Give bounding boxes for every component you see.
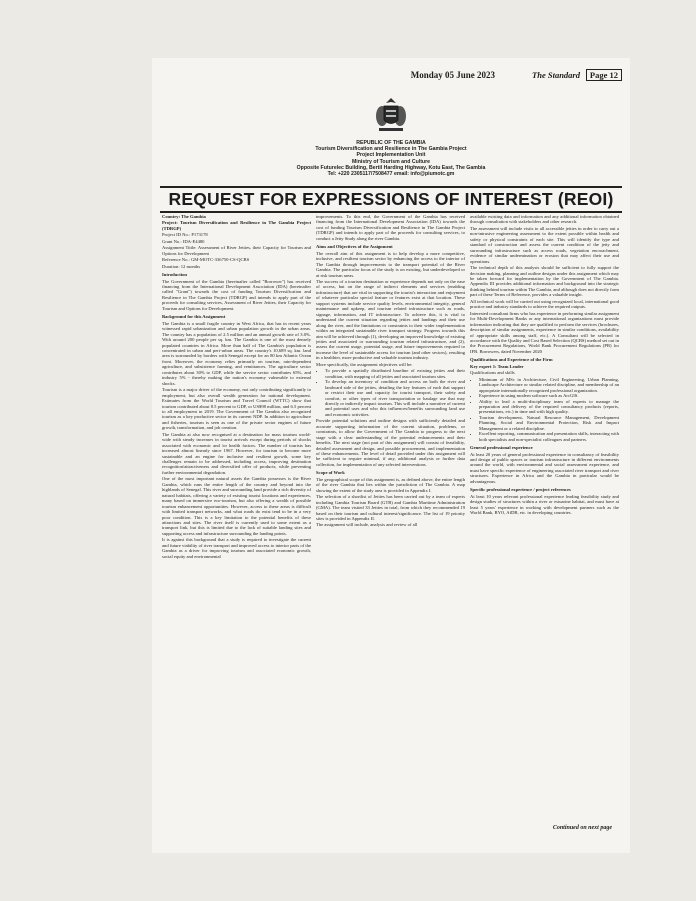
issuer-header-line: Opposite Futurelec Building, Bertil Harding Highway, Kotu East, The Gambia (296, 164, 486, 171)
paragraph: available existing data and information and any additional information obtained through consultation with stakeholders and other research. (470, 214, 619, 225)
paragraph: The Gambia is a small fragile country in West Africa, that has in recent years witnessed rapid urbanization and urban population growth in the urban areas. The country has a population of 2.5 million and an annual growth rate of 3.0%. With around 200 people per sq. km. The Gambia is one of the most densely populated countries in Africa. More than half of The Gambia's population is concentrated in urban and peri-urban areas. The country's 10,689 sq. km. land area is surrounded by borders with Senegal except for an 80 km Atlantic Ocean front. Moreover, the economy relies primarily on tourism, rain-dependent agriculture, and subsistence farming, and remittances. The agriculture sector contributes about 30% to GDP, while the service sector contributes 65%, and industry 5% - thereby making the nation's economy vulnerable to external shocks. (162, 320, 311, 386)
paragraph: One of the most important natural assets the Gambia possesses is the River Gambia, which runs the entire length of the country and beyond into the highlands of Senegal. This river and surrounding land provide a rich diversity of natural habitats, offering a variety of existing tourist locations and experiences, many based on immersive eco-tourism, but also offering a wealth of possible tourism enhancement opportunities. However, access to these areas is difficult with limited transport networks, and what roads do exist tend to be in a very poor condition. This is a key limitation to the potential benefits of these attractions and sites. The river itself is currently used to some extent as a transport link, but this is limited due to the lack of suitable landing sites and supporting access and infrastructure surrounding the landing points. (162, 476, 311, 536)
paragraph: Key expert 1: Team Leader (470, 363, 524, 369)
paragraph: The overall aim of this assignment is to help develop a more competitive, inclusive, and resilient tourism sector by enhancing the access to the interior of The Gambia through improvements to the transport potential of the River Gambia. The particular focus of the study is on existing, but underdeveloped or at risk tourism areas. (316, 250, 465, 278)
list-item: • Excellent reporting, communication and presentation skills, interacting with both specialists and non-specialist colleagues and partners. (479, 431, 619, 442)
paragraph: The selection of a shortlist of Jetties has been carried out by a team of experts including Gambia Tourism Board (GTB) and Gambia Maritime Administration (GMA). The team visited 33 Jetties in total, from which they recommended 19 based on their tourism and cultural interest/significance. The list of 19 priority sites is provided in Appendix II. (316, 494, 465, 522)
paragraph: The assessment will include visits to all accessible jetties in order to carry out a non-intrusive engineering assessment to the extent possible within health and safety or physical constraints of each site. This will identify the type and standard of construction and assess the current condition of the jetty and surrounding infrastructure such as access roads, vegetation encroachment, evidence of similar undermination or erosion that may affect their use and operations. (470, 225, 619, 264)
paragraph: The assignment will include, analysis and review of all (316, 522, 418, 528)
paragraph: The Government of the Gambia (hereinafter called "Borrower") has received financing from the International Development Association (IDA) (hereinafter called "Grant") towards the cost of funding Tourism Diversification and Resilience in The Gambia Project (TDRGP) and intends to apply part of the proceeds for consulting services, Assessment of River Jetties, their Capacity for Tourism and Options for Development. (162, 278, 311, 311)
paragraph: At least 20 years of general professional experience in consultancy of feasibility and design of public spaces or tourism infrastructure in different environments around the world, with environmental and social assessment experience, and must have specific experience of engineering associated river transport and river structures. Experience in Africa and the Gambia in particular would be advantageous. (470, 451, 619, 484)
paragraph: Provide potential solutions and outline designs with sufficiently detailed and accurate supporting information of the current situation, problems, or constraints, to allow the Government of The Gambia to progress to the next stage with a clear understanding of the potential enhancements and their benefits. The next stage (not part of this assignment) will consist of feasibility, detailed assessment and design, and possible procurement, and implementation of these enhancements. The level of detail provided under this assignment will be sufficient to require minimal, if any, additional analysis or further data collection, for implementation of any selected interventions. (316, 418, 465, 467)
paragraph: The success of a tourism destination or experience depends not only on the ease of access, but on the range of indirect elements and services (enabling infrastructure) that are vital in supporting the tourist's interaction and enjoyment of whatever particular special feature or features exist at that location. These support systems include service quality levels, environmental integrity, general maintenance and upkeep, and tourism related infrastructure such as roads, signage, information, and IT infrastructure. To achieve this, it is vital to understand the current situation regarding jetties and landings and their use along the river, and the limitations or constraints to their wider implementation within an integrated sustainable river transport strategy. Progress towards this aim will be achieved through (1), developing an improved knowledge of existing jetties and associated or surrounding tourism related infrastructure, and (2), assess the current usage, potential usage, and future improvements required to increase the level of sustainable access for tourism (and other sectors), resulting in a healthier, more productive and valuable tourism industry. (316, 278, 465, 361)
notice-title: REQUEST FOR EXPRESSIONS OF INTEREST (REOI) (160, 186, 622, 213)
list-item: • Tourism development, Natural Resource Management, Development Planning, Social and Environmental Protection, Risk and Impact Management or a related discipline. (479, 415, 619, 431)
newspaper-page (152, 58, 630, 853)
paragraph: More specifically, the assignment objectives will be: (316, 361, 413, 367)
paragraph: The geographical scope of this assignment is, as defined above, the entire length of the river Gambia that lies within the jurisdiction of The Gambia. A map showing the extent of the study area is provided in Appendix I. (316, 476, 465, 493)
paragraph: Project ID No.: P173178 (162, 232, 208, 238)
paragraph: Tourism is a major driver of the economy, not only contributing significantly to employment, but also overall wealth generation for national development. Estimates from the World Tourism and Travel Council (WTTC) show that tourism contributed about 8.5 percent to GDP, or US$98 million, and 6.5 percent to all employment in 2019. The Government of The Gambia also recognized tourism as a key productive sector in its current NDP. In addition to agriculture and fisheries, tourism is seen as one of the private sector engines of future growth, transformation, and job creation. (162, 387, 311, 431)
paragraph: Reference No.: GM-MOTC-336750-CS-QCBS (162, 257, 250, 263)
section-heading: Introduction (162, 272, 187, 278)
list-item: • Minimum of MSc in Architecture, Civil Engineering, Urban Planning, Landscape Architecture or similar related discipline, and membership of an appropriate internationally recognized professional organization. (479, 377, 619, 393)
section-heading: General professional experience (470, 445, 533, 451)
section-heading: Aims and Objectives of the Assignment (316, 244, 393, 250)
column-1 (162, 214, 311, 560)
issuer-header-line: Tel: +220 2305117/7508477 email: info@piumotc.gm (327, 171, 455, 178)
list-item: • Ability to lead a multi-disciplinary team of experts to manage the preparation and delivery of the required consultancy products (reports, presentations, etc.) in time and with high quality. (479, 399, 619, 415)
paragraph: All technical work will be carried out using recognized local, international good practice and industry standards to achieve the required outputs. (470, 298, 619, 310)
bullet-list (316, 368, 465, 417)
paragraph: It is against this background that a study is required to investigate the current and future viability of river transport and improved access to interior parts of the Gambia as a driver for improving tourism and associated economic growth, social equity and environmental (162, 537, 311, 559)
issuer-header-line: Tourism Diversification and Resilience in The Gambia Project (315, 146, 467, 153)
section-heading: Specific professional experience / project references (470, 487, 571, 493)
issuer-header-line: Ministry of Tourism and Culture (351, 158, 430, 165)
continued-note: Continued on next page (552, 825, 612, 831)
paragraph: At least 10 years relevant professional experience leading feasibility study and design studies of structures within a river or estuarine habitat, and must have at least 5 years' experience in working with development partners such as the World Bank, BYO, AfDB, etc. in developing countries. (470, 493, 619, 516)
issuer-header (152, 140, 630, 177)
paragraph: improvements. To this end, the Government of the Gambia has received financing from the International Development Association (IDA) towards the cost of funding Tourism Diversification and Resilience in The Gambia Project (TDRGP) and intends to apply part of the proceeds for consulting services, to conduct a Jetty Study along the river Gambia. (316, 214, 465, 241)
bullet-list (470, 377, 619, 442)
masthead-date: Monday 05 June 2023 (410, 70, 495, 80)
paragraph: Interested consultant firms who has experience in performing similar assignment for Multi-Development Banks or any international organizations must provide information indicating that they are qualified to perform the services (brochures, description of similar assignments, experience in similar conditions, availability of appropriate skills among staff, etc.). A Consultant will be selected in accordance with the Quality and Cost Based Selection (QCBS) method set out in the Procurement Regulations, World Bank Procurement Regulations (PR) for IFB. Borrowers, dated November 2020 (470, 310, 619, 354)
section-heading: Background for this Assignment (162, 314, 226, 320)
list-item: • To provide a spatially distributed baseline of existing jetties and their condition, with mapping of all jetties and associated tourism sites. (325, 368, 465, 379)
column-2 (316, 214, 465, 529)
masthead-paper-name: The Standard (532, 70, 580, 80)
section-heading: Qualifications and Experience of the Firm (470, 357, 553, 363)
section-heading: Scope of Work (316, 470, 345, 476)
paragraph: The Gambia at also now recognised at a destination for mass tourism world-wide with steady increases in tourist arrivals except during periods of shocks associated with economic and /or health factors. The number of tourists has increased almost linearly since 1967. However, for tourism to become more sustainable and an engine for inclusive and resilient growth, some key challenges remain to be addressed, including access, improving destination recognition/attractiveness and diversified offer of products, while preventing further environmental degradation. (162, 431, 311, 475)
paragraph: Grant No.: IDA-E4480 (162, 238, 205, 244)
paragraph: Assignment Tittle: Assessment of River Jetties, their Capacity for Tourism and Options for Development (162, 245, 311, 256)
issuer-header-line: REPUBLIC OF THE GAMBIA (356, 140, 426, 146)
column-3 (470, 214, 619, 517)
masthead-page-number: Page 12 (586, 69, 622, 81)
paragraph: The technical depth of this analysis should be sufficient to fully support the decision making, planning and outline designs under this assignment which may be taken forward for implementation by the Government of The Gambia. Appendix III provides additional information and background into the strategic thinking behind tourism within The Gambia, and although does not directly form part of these Terms of Reference, provides a valuable insight. (470, 265, 619, 298)
list-item: • To develop an inventory of condition and access on both the river and landward side of the jetties, detailing the key features of each that support or restrict their use and capacity for tourist transport, their safety and comfort, or other types of river transportation or haulage use that may directly or indirectly impact tourism. This will include a narrative of current and potential uses and who this influences/benefits surrounding land use and economic activities. (325, 379, 465, 417)
paragraph: Country: The Gambia (162, 214, 206, 219)
paragraph: Duration: 12 months (162, 263, 201, 269)
paragraph: Project: Tourism Diversification and Resilience in The Gambia Project (TDRGP) (162, 220, 311, 231)
issuer-header-line: Project Implementation Unit (356, 152, 426, 159)
masthead (152, 70, 630, 84)
coat-of-arms-icon (374, 96, 408, 134)
list-item: • Experience in using modern software such as ArcGIS. (479, 393, 619, 398)
paragraph: Qualifications and skills (470, 370, 515, 376)
